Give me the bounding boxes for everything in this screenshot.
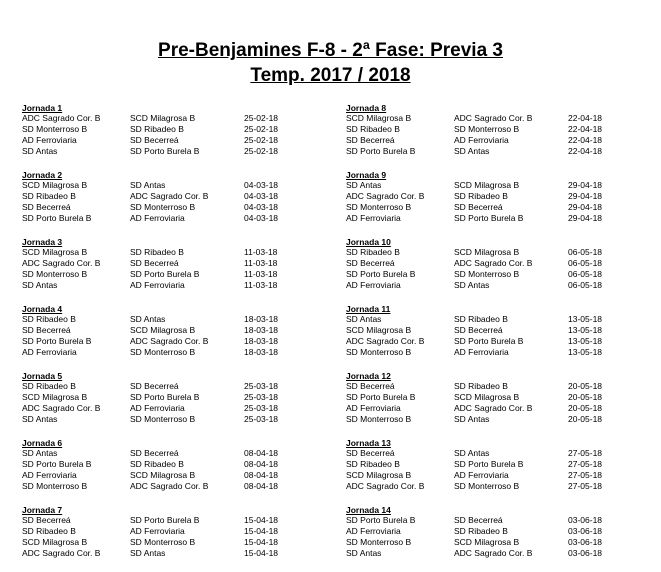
match-row [346, 537, 646, 548]
home-team: SD Monterroso B [346, 537, 412, 547]
away-team: SD Becerreá [454, 325, 503, 335]
match-date: 04-03-18 [244, 191, 279, 201]
match-row [346, 325, 646, 336]
match-row [346, 347, 646, 358]
match-row [346, 124, 646, 135]
match-date: 06-05-18 [568, 280, 603, 290]
match-date: 20-05-18 [568, 381, 603, 391]
home-team: ADC Sagrado Cor. B [22, 258, 101, 268]
match-date: 11-03-18 [244, 258, 278, 268]
home-team: SD Becerreá [346, 135, 395, 145]
jornada-block [22, 505, 322, 572]
match-date: 13-05-18 [568, 336, 603, 346]
home-team: SCD Milagrosa B [22, 537, 88, 547]
match-date: 20-05-18 [568, 403, 603, 413]
away-team: ADC Sagrado Cor. B [130, 191, 209, 201]
match-date: 27-05-18 [568, 481, 603, 491]
match-date: 18-03-18 [244, 314, 279, 324]
match-date: 29-04-18 [568, 213, 603, 223]
jornada-block [346, 103, 646, 170]
match-date: 08-04-18 [244, 481, 279, 491]
match-date: 22-04-18 [568, 113, 603, 123]
match-date: 27-05-18 [568, 470, 603, 480]
jornada-heading: Jornada 8 [346, 103, 387, 113]
jornada-heading: Jornada 11 [346, 304, 391, 314]
home-team: SD Porto Burela B [22, 213, 92, 223]
away-team: SD Monterroso B [454, 269, 520, 279]
match-row [22, 537, 322, 548]
away-team: ADC Sagrado Cor. B [454, 113, 533, 123]
match-row [346, 135, 646, 146]
match-row [346, 481, 646, 492]
home-team: SCD Milagrosa B [22, 247, 88, 257]
jornada-block [22, 304, 322, 371]
home-team: SD Monterroso B [346, 202, 412, 212]
match-date: 29-04-18 [568, 180, 603, 190]
match-row [346, 180, 646, 191]
away-team: SD Monterroso B [130, 537, 196, 547]
home-team: SD Monterroso B [22, 481, 88, 491]
match-row [346, 336, 646, 347]
match-row [22, 180, 322, 191]
away-team: AD Ferroviaria [454, 347, 509, 357]
match-date: 25-03-18 [244, 403, 279, 413]
match-date: 08-04-18 [244, 470, 279, 480]
away-team: SD Antas [130, 314, 166, 324]
away-team: SD Becerreá [130, 381, 179, 391]
match-date: 25-03-18 [244, 392, 279, 402]
match-row [346, 146, 646, 157]
match-row [22, 202, 322, 213]
match-date: 03-06-18 [568, 515, 603, 525]
match-row [346, 113, 646, 124]
match-row [22, 258, 322, 269]
away-team: SD Becerreá [454, 202, 503, 212]
home-team: ADC Sagrado Cor. B [346, 481, 425, 491]
away-team: SD Porto Burela B [454, 213, 524, 223]
match-date: 22-04-18 [568, 124, 603, 134]
match-row [346, 403, 646, 414]
away-team: SD Monterroso B [130, 202, 196, 212]
match-row [346, 280, 646, 291]
match-row [22, 269, 322, 280]
match-date: 22-04-18 [568, 146, 603, 156]
match-row [346, 247, 646, 258]
jornada-block [346, 438, 646, 505]
away-team: SCD Milagrosa B [454, 392, 520, 402]
home-team: SD Ribadeo B [22, 314, 76, 324]
jornada-heading: Jornada 5 [22, 371, 63, 381]
home-team: SD Antas [346, 314, 382, 324]
match-date: 06-05-18 [568, 258, 603, 268]
jornada-block [22, 237, 322, 304]
match-row [346, 448, 646, 459]
away-team: SD Porto Burela B [130, 146, 200, 156]
match-date: 04-03-18 [244, 213, 279, 223]
away-team: SCD Milagrosa B [130, 325, 196, 335]
match-date: 20-05-18 [568, 392, 603, 402]
away-team: SCD Milagrosa B [454, 537, 520, 547]
home-team: SD Porto Burela B [346, 146, 416, 156]
match-date: 18-03-18 [244, 347, 279, 357]
jornada-block [346, 170, 646, 237]
match-date: 08-04-18 [244, 459, 279, 469]
jornada-block [22, 170, 322, 237]
home-team: ADC Sagrado Cor. B [22, 403, 101, 413]
match-date: 22-04-18 [568, 135, 603, 145]
match-date: 15-04-18 [244, 526, 279, 536]
match-row [22, 548, 322, 559]
match-date: 25-02-18 [244, 124, 279, 134]
match-row [22, 247, 322, 258]
jornada-heading: Jornada 4 [22, 304, 63, 314]
match-row [346, 314, 646, 325]
home-team: SD Becerreá [22, 325, 71, 335]
away-team: AD Ferroviaria [130, 280, 185, 290]
home-team: SD Porto Burela B [346, 392, 416, 402]
away-team: SD Porto Burela B [454, 459, 524, 469]
home-team: SD Becerreá [22, 202, 71, 212]
home-team: SCD Milagrosa B [346, 325, 412, 335]
match-row [22, 146, 322, 157]
home-team: SD Antas [22, 280, 58, 290]
match-row [22, 280, 322, 291]
match-date: 13-05-18 [568, 314, 603, 324]
jornada-heading: Jornada 2 [22, 170, 63, 180]
away-team: SD Monterroso B [454, 481, 520, 491]
season-title: Temp. 2017 / 2018 [250, 65, 411, 86]
match-date: 15-04-18 [244, 548, 279, 558]
left-column [22, 103, 322, 572]
match-row [346, 191, 646, 202]
home-team: ADC Sagrado Cor. B [346, 336, 425, 346]
match-row [22, 448, 322, 459]
match-date: 13-05-18 [568, 347, 603, 357]
match-row [22, 381, 322, 392]
home-team: SD Ribadeo B [22, 381, 76, 391]
jornada-heading: Jornada 1 [22, 103, 63, 113]
match-row [22, 336, 322, 347]
away-team: SD Porto Burela B [130, 515, 200, 525]
match-row [346, 258, 646, 269]
home-team: SCD Milagrosa B [346, 470, 412, 480]
home-team: AD Ferroviaria [346, 280, 401, 290]
match-date: 27-05-18 [568, 448, 603, 458]
away-team: ADC Sagrado Cor. B [454, 258, 533, 268]
home-team: AD Ferroviaria [346, 213, 401, 223]
match-row [346, 392, 646, 403]
jornada-heading: Jornada 14 [346, 505, 391, 515]
jornada-block [346, 237, 646, 304]
away-team: SD Becerreá [130, 258, 179, 268]
match-row [22, 113, 322, 124]
match-date: 29-04-18 [568, 202, 603, 212]
jornada-block [22, 371, 322, 438]
jornada-heading: Jornada 6 [22, 438, 63, 448]
away-team: ADC Sagrado Cor. B [454, 548, 533, 558]
away-team: SD Ribadeo B [454, 526, 508, 536]
jornada-block [346, 371, 646, 438]
match-date: 20-05-18 [568, 414, 603, 424]
home-team: ADC Sagrado Cor. B [22, 548, 101, 558]
away-team: SCD Milagrosa B [130, 470, 196, 480]
home-team: AD Ferroviaria [22, 347, 77, 357]
match-row [22, 213, 322, 224]
home-team: SD Antas [346, 548, 382, 558]
away-team: SD Antas [130, 548, 166, 558]
match-row [346, 548, 646, 559]
home-team: SD Porto Burela B [22, 459, 92, 469]
home-team: SD Ribadeo B [346, 124, 400, 134]
match-row [22, 135, 322, 146]
away-team: SD Ribadeo B [454, 191, 508, 201]
away-team: ADC Sagrado Cor. B [454, 403, 533, 413]
away-team: SD Porto Burela B [454, 336, 524, 346]
match-date: 03-06-18 [568, 526, 603, 536]
away-team: ADC Sagrado Cor. B [130, 336, 209, 346]
home-team: SD Porto Burela B [346, 269, 416, 279]
home-team: AD Ferroviaria [22, 470, 77, 480]
home-team: SD Porto Burela B [346, 515, 416, 525]
away-team: AD Ferroviaria [130, 213, 185, 223]
match-date: 25-03-18 [244, 381, 279, 391]
match-row [22, 470, 322, 481]
home-team: SD Monterroso B [346, 414, 412, 424]
match-row [22, 191, 322, 202]
right-column [346, 103, 646, 572]
home-team: AD Ferroviaria [346, 403, 401, 413]
match-date: 27-05-18 [568, 459, 603, 469]
match-date: 25-02-18 [244, 135, 279, 145]
match-row [22, 481, 322, 492]
match-row [22, 347, 322, 358]
home-team: SD Ribadeo B [346, 459, 400, 469]
away-team: SD Ribadeo B [130, 124, 184, 134]
jornada-heading: Jornada 10 [346, 237, 391, 247]
match-row [22, 515, 322, 526]
away-team: SD Becerreá [130, 448, 179, 458]
home-team: ADC Sagrado Cor. B [346, 191, 425, 201]
away-team: SD Antas [454, 448, 490, 458]
match-date: 15-04-18 [244, 515, 279, 525]
match-row [346, 269, 646, 280]
away-team: SD Ribadeo B [130, 459, 184, 469]
home-team: SCD Milagrosa B [22, 180, 88, 190]
away-team: AD Ferroviaria [454, 470, 509, 480]
match-date: 18-03-18 [244, 336, 279, 346]
match-date: 06-05-18 [568, 247, 603, 257]
home-team: SD Antas [346, 180, 382, 190]
home-team: SD Becerreá [346, 448, 395, 458]
match-row [346, 202, 646, 213]
jornada-block [346, 304, 646, 371]
match-row [346, 459, 646, 470]
match-row [22, 124, 322, 135]
home-team: SD Monterroso B [22, 124, 88, 134]
match-row [346, 381, 646, 392]
away-team: SD Monterroso B [130, 414, 196, 424]
away-team: AD Ferroviaria [454, 135, 509, 145]
match-date: 15-04-18 [244, 537, 279, 547]
match-date: 25-02-18 [244, 113, 279, 123]
match-row [22, 526, 322, 537]
match-row [22, 325, 322, 336]
home-team: SD Becerreá [346, 381, 395, 391]
match-date: 29-04-18 [568, 191, 603, 201]
match-row [22, 414, 322, 425]
away-team: SD Porto Burela B [130, 392, 200, 402]
jornada-block [22, 103, 322, 170]
away-team: SCD Milagrosa B [454, 180, 520, 190]
match-row [346, 414, 646, 425]
home-team: SD Monterroso B [346, 347, 412, 357]
away-team: SD Porto Burela B [130, 269, 200, 279]
match-date: 08-04-18 [244, 448, 279, 458]
home-team: SCD Milagrosa B [346, 113, 412, 123]
home-team: AD Ferroviaria [22, 135, 77, 145]
match-date: 04-03-18 [244, 202, 279, 212]
jornada-block [346, 505, 646, 572]
jornada-heading: Jornada 7 [22, 505, 63, 515]
home-team: SD Antas [22, 146, 58, 156]
away-team: SD Monterroso B [130, 347, 196, 357]
jornada-heading: Jornada 3 [22, 237, 63, 247]
match-date: 04-03-18 [244, 180, 279, 190]
document-title: Pre-Benjamines F-8 - 2ª Fase: Previa 3 [158, 40, 503, 61]
match-row [346, 515, 646, 526]
match-row [22, 403, 322, 414]
match-date: 25-03-18 [244, 414, 279, 424]
away-team: AD Ferroviaria [130, 526, 185, 536]
match-row [346, 470, 646, 481]
away-team: SD Becerreá [130, 135, 179, 145]
home-team: SD Becerreá [346, 258, 395, 268]
match-date: 03-06-18 [568, 548, 603, 558]
home-team: SD Monterroso B [22, 269, 88, 279]
home-team: SD Porto Burela B [22, 336, 92, 346]
match-date: 11-03-18 [244, 247, 278, 257]
away-team: SD Monterroso B [454, 124, 520, 134]
away-team: SD Becerreá [454, 515, 503, 525]
home-team: SD Ribadeo B [22, 526, 76, 536]
home-team: SD Antas [22, 414, 58, 424]
home-team: AD Ferroviaria [346, 526, 401, 536]
away-team: ADC Sagrado Cor. B [130, 481, 209, 491]
match-date: 11-03-18 [244, 280, 278, 290]
match-date: 18-03-18 [244, 325, 279, 335]
away-team: AD Ferroviaria [130, 403, 185, 413]
jornada-heading: Jornada 13 [346, 438, 391, 448]
match-date: 03-06-18 [568, 537, 603, 547]
match-row [346, 213, 646, 224]
home-team: SD Becerreá [22, 515, 71, 525]
match-row [346, 526, 646, 537]
away-team: SCD Milagrosa B [454, 247, 520, 257]
jornada-heading: Jornada 12 [346, 371, 391, 381]
away-team: SD Ribadeo B [454, 314, 508, 324]
home-team: ADC Sagrado Cor. B [22, 113, 101, 123]
away-team: SD Antas [454, 146, 490, 156]
match-date: 06-05-18 [568, 269, 603, 279]
away-team: SD Antas [454, 414, 490, 424]
away-team: SCD Milagrosa B [130, 113, 196, 123]
away-team: SD Antas [454, 280, 490, 290]
away-team: SD Ribadeo B [130, 247, 184, 257]
jornada-block [22, 438, 322, 505]
home-team: SD Ribadeo B [346, 247, 400, 257]
match-date: 11-03-18 [244, 269, 278, 279]
match-date: 25-02-18 [244, 146, 279, 156]
home-team: SCD Milagrosa B [22, 392, 88, 402]
away-team: SD Ribadeo B [454, 381, 508, 391]
away-team: SD Antas [130, 180, 166, 190]
match-row [22, 314, 322, 325]
match-date: 13-05-18 [568, 325, 603, 335]
match-row [22, 392, 322, 403]
home-team: SD Antas [22, 448, 58, 458]
jornada-heading: Jornada 9 [346, 170, 387, 180]
home-team: SD Ribadeo B [22, 191, 76, 201]
match-row [22, 459, 322, 470]
